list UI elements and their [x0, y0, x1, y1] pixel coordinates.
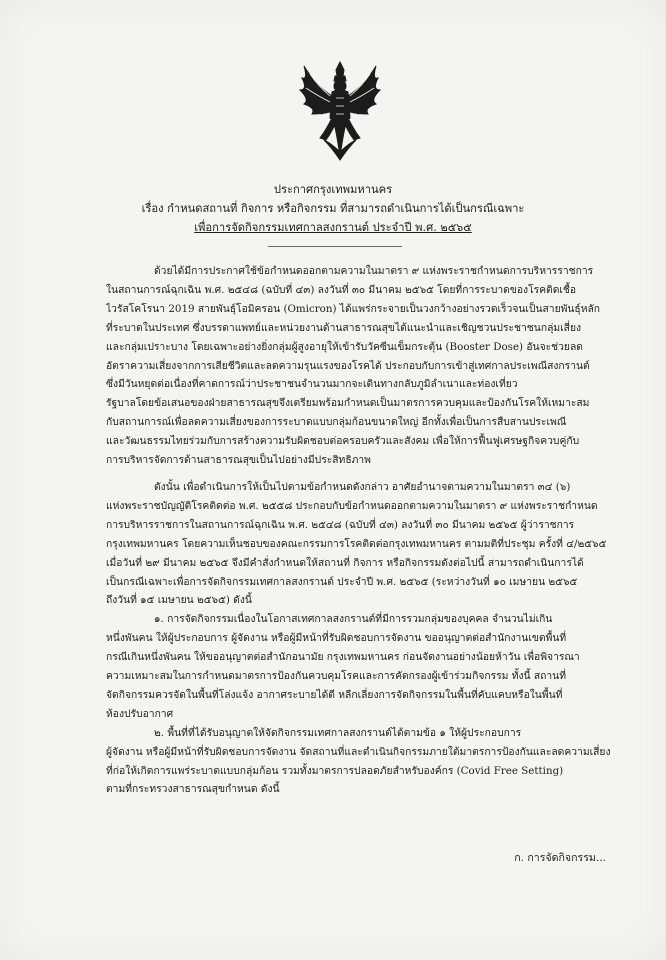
- text-line: ที่ก่อให้เกิดการแพร่ระบาดแบบกลุ่มก้อน รวมทั้งมาตรการปลอดภัยสำหรับองค์กร (Covid Free Setting): [106, 764, 564, 777]
- text-line: กรุงเทพมหานคร โดยความเห็นชอบของคณะกรรมการโรคติดต่อกรุงเทพมหานคร ตามมติที่ประชุม ครั้งที่ ๔/๒๕๖๕: [106, 537, 607, 550]
- text-line: หนึ่งพันคน ให้ผู้ประกอบการ ผู้จัดงาน หรือผู้มีหน้าที่รับผิดชอบการจัดงาน ขออนุญาตต่อสำนักงานเขตพื้นที่: [106, 632, 567, 645]
- text-line: ถึงวันที่ ๑๕ เมษายน ๒๕๖๕) ดังนี้: [106, 594, 252, 607]
- paragraph-4: [106, 724, 638, 800]
- text-line: ซึ่งมีวันหยุดต่อเนื่องที่คาดการณ์ว่าประชาชนจำนวนมากจะเดินทางกลับภูมิลำเนาและท่องเที่ยว: [106, 378, 518, 391]
- text-line: กรณีเกินหนึ่งพันคน ให้ขออนุญาตต่อสำนักอนามัย กรุงเทพมหานคร ก่อนจัดงานอย่างน้อยห้าวัน เพื่อพิจารณา: [106, 651, 580, 664]
- text-line: และกลุ่มเปราะบาง โดยเฉพาะอย่างยิ่งกลุ่มผู้สูงอายุให้เข้ารับวัคซีนเข็มกระตุ้น (Booster Dose) อันจะช่วยลด: [106, 340, 583, 353]
- text-line: ผู้จัดงาน หรือผู้มีหน้าที่รับผิดชอบการจัดงาน จัดสถานที่และดำเนินกิจกรรมภายใต้มาตรการป้องกันและลดความเสี่ยง: [106, 745, 611, 758]
- text-line: ความเหมาะสมในการกำหนดมาตรการป้องกันควบคุมโรคและการคัดกรองผู้เข้าร่วมกิจกรรม ทั้งนี้ สถานที่: [106, 670, 566, 683]
- text-line: ๑. การจัดกิจกรรมเนื่องในโอกาสเทศกาลสงกรานต์ที่มีการรวมกลุ่มของบุคคล จำนวนไม่เกิน: [154, 613, 553, 626]
- text-line: ตามที่กระทรวงสาธารณสุขกำหนด ดังนี้: [106, 783, 280, 796]
- text-line: จัดกิจกรรมควรจัดในพื้นที่โล่งแจ้ง อากาศระบายได้ดี หลีกเลี่ยงการจัดกิจกรรมในพื้นที่คับแคบหรือในพื้นที่: [106, 688, 563, 701]
- subject-line-2: เพื่อการจัดกิจกรรมเทศกาลสงกรานต์ ประจำปี พ.ศ. ๒๕๖๕: [194, 221, 472, 234]
- continuation-note: ก. การจัดกิจกรรม...: [514, 852, 606, 864]
- text-line: ไวรัสโคโรนา 2019 สายพันธุ์โอมิครอน (Omicron) ได้แพร่กระจายเป็นวงกว้างอย่างรวดเร็วจนเป็นสายพันธุ์หลัก: [106, 302, 601, 315]
- text-line: ที่ระบาดในประเทศ ซึ่งบรรดาแพทย์และหน่วยงานด้านสาธารณสุขได้แนะนำและเชิญชวนประชาชนกลุ่มเสี่ยง: [106, 321, 582, 334]
- subject-line-1: เรื่อง กำหนดสถานที่ กิจการ หรือกิจกรรม ที่สามารถดำเนินการได้เป็นกรณีเฉพาะ: [141, 202, 525, 215]
- text-line: อัตราความเสี่ยงจากการเสียชีวิตและลดความรุนแรงของโรคได้ ประกอบกับการเข้าสู่เทศกาลประเพณีสงกรานต์: [106, 359, 590, 372]
- text-line: ด้วยได้มีการประกาศใช้ข้อกำหนดออกตามความในมาตรา ๙ แห่งพระราชกำหนดการบริหารราชการ: [154, 265, 594, 277]
- text-line: ดังนั้น เพื่อดำเนินการให้เป็นไปตามข้อกำหนดดังกล่าว อาศัยอำนาจตามความในมาตรา ๓๔ (๖): [154, 480, 571, 493]
- garuda-emblem-icon: [290, 56, 390, 164]
- paragraph-1: [106, 262, 638, 470]
- document-header: [110, 180, 556, 237]
- organization-title: ประกาศกรุงเทพมหานคร: [273, 183, 393, 196]
- text-line: การบริหารจัดการด้านสาธารณสุขเป็นไปอย่างมีประสิทธิภาพ: [106, 454, 371, 467]
- text-line: เมื่อวันที่ ๒๙ มีนาคม ๒๕๖๕ จึงมีคำสั่งกำหนดให้สถานที่ กิจการ หรือกิจกรรมดังต่อไปนี้ สามารถดำเนินการได้: [106, 556, 584, 569]
- document-body: [106, 262, 638, 799]
- text-line: รัฐบาลโดยข้อเสนอของฝ่ายสาธารณสุขจึงเตรียมพร้อมกำหนดเป็นมาตรการควบคุมและป้องกันโรคให้เหมาะสม: [106, 397, 590, 410]
- text-line: ในสถานการณ์ฉุกเฉิน พ.ศ. ๒๕๔๘ (ฉบับที่ ๔๓) ลงวันที่ ๓๐ มีนาคม ๒๕๖๕ โดยที่การระบาดของโรคติดเชื้อ: [106, 283, 577, 296]
- text-line: และวัฒนธรรมไทยร่วมกับการสร้างความรับผิดชอบต่อครอบครัวและสังคม เพื่อให้การฟื้นฟูเศรษฐกิจควบคู่กับ: [106, 435, 580, 448]
- paragraph-3: [106, 610, 638, 723]
- paragraph-2: [106, 478, 638, 610]
- text-line: การบริหารราชการในสถานการณ์ฉุกเฉิน พ.ศ. ๒๕๔๘ (ฉบับที่ ๔๓) ลงวันที่ ๓๐ มีนาคม ๒๕๖๕ ผู้ว่าราชการ: [106, 518, 575, 531]
- text-line: ห้องปรับอากาศ: [106, 707, 174, 720]
- text-line: เป็นกรณีเฉพาะเพื่อการจัดกิจกรรมเทศกาลสงกรานต์ ประจำปี พ.ศ. ๒๕๖๕ (ระหว่างวันที่ ๑๐ เมษายน ๒๕๖๕: [106, 575, 578, 588]
- text-line: แห่งพระราชบัญญัติโรคติดต่อ พ.ศ. ๒๕๕๘ ประกอบกับข้อกำหนดออกตามความในมาตรา ๙ แห่งพระราชกำหนด: [106, 499, 598, 512]
- header-divider: [268, 246, 402, 247]
- text-line: กับสถานการณ์เพื่อลดความเสี่ยงของการระบาดแบบกลุ่มก้อนขนาดใหญ่ อีกทั้งเพื่อเป็นการสืบสานประเพณี: [106, 416, 567, 429]
- text-line: ๒. พื้นที่ที่ได้รับอนุญาตให้จัดกิจกรรมเทศกาลสงกรานต์ได้ตามข้อ ๑ ให้ผู้ประกอบการ: [154, 726, 522, 739]
